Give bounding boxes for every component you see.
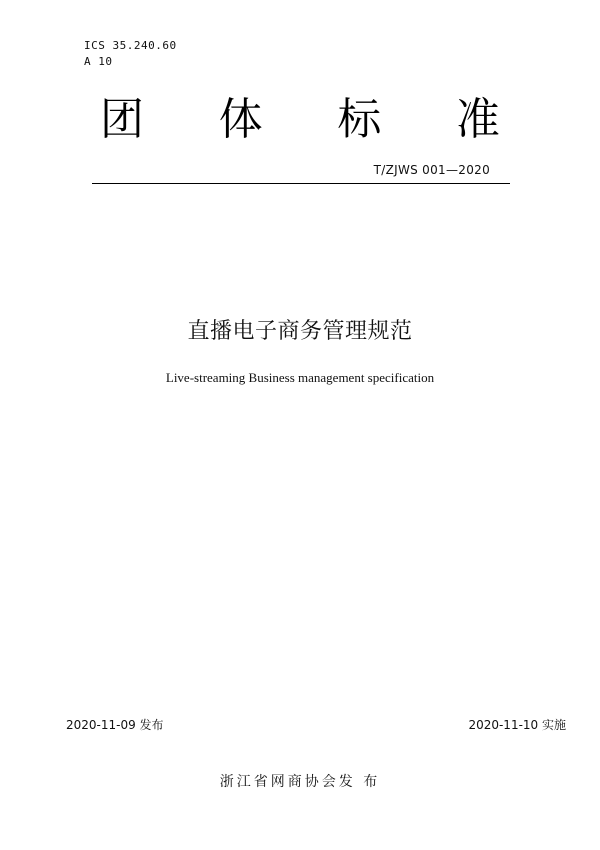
- standard-type-char-2: 体: [218, 94, 263, 145]
- header-divider: [92, 183, 510, 184]
- category-code: A 10: [84, 55, 113, 68]
- ics-code: ICS 35.240.60: [84, 39, 177, 52]
- standard-type-char-1: 团: [100, 94, 144, 145]
- issue-date: 2020-11-09 发布: [66, 718, 164, 732]
- document-title-english: Live-streaming Business management specification: [165, 370, 435, 385]
- standard-code: T/ZJWS 001—2020: [373, 163, 490, 177]
- standard-type-heading: [100, 92, 500, 148]
- document-title: 直播电子商务管理规范: [187, 319, 413, 344]
- standard-type-char-4: 准: [455, 94, 500, 145]
- publisher: 浙江省网商协会发 布: [219, 774, 381, 790]
- standard-type-char-3: 标: [337, 94, 382, 145]
- implementation-date: 2020-11-10 实施: [468, 718, 566, 732]
